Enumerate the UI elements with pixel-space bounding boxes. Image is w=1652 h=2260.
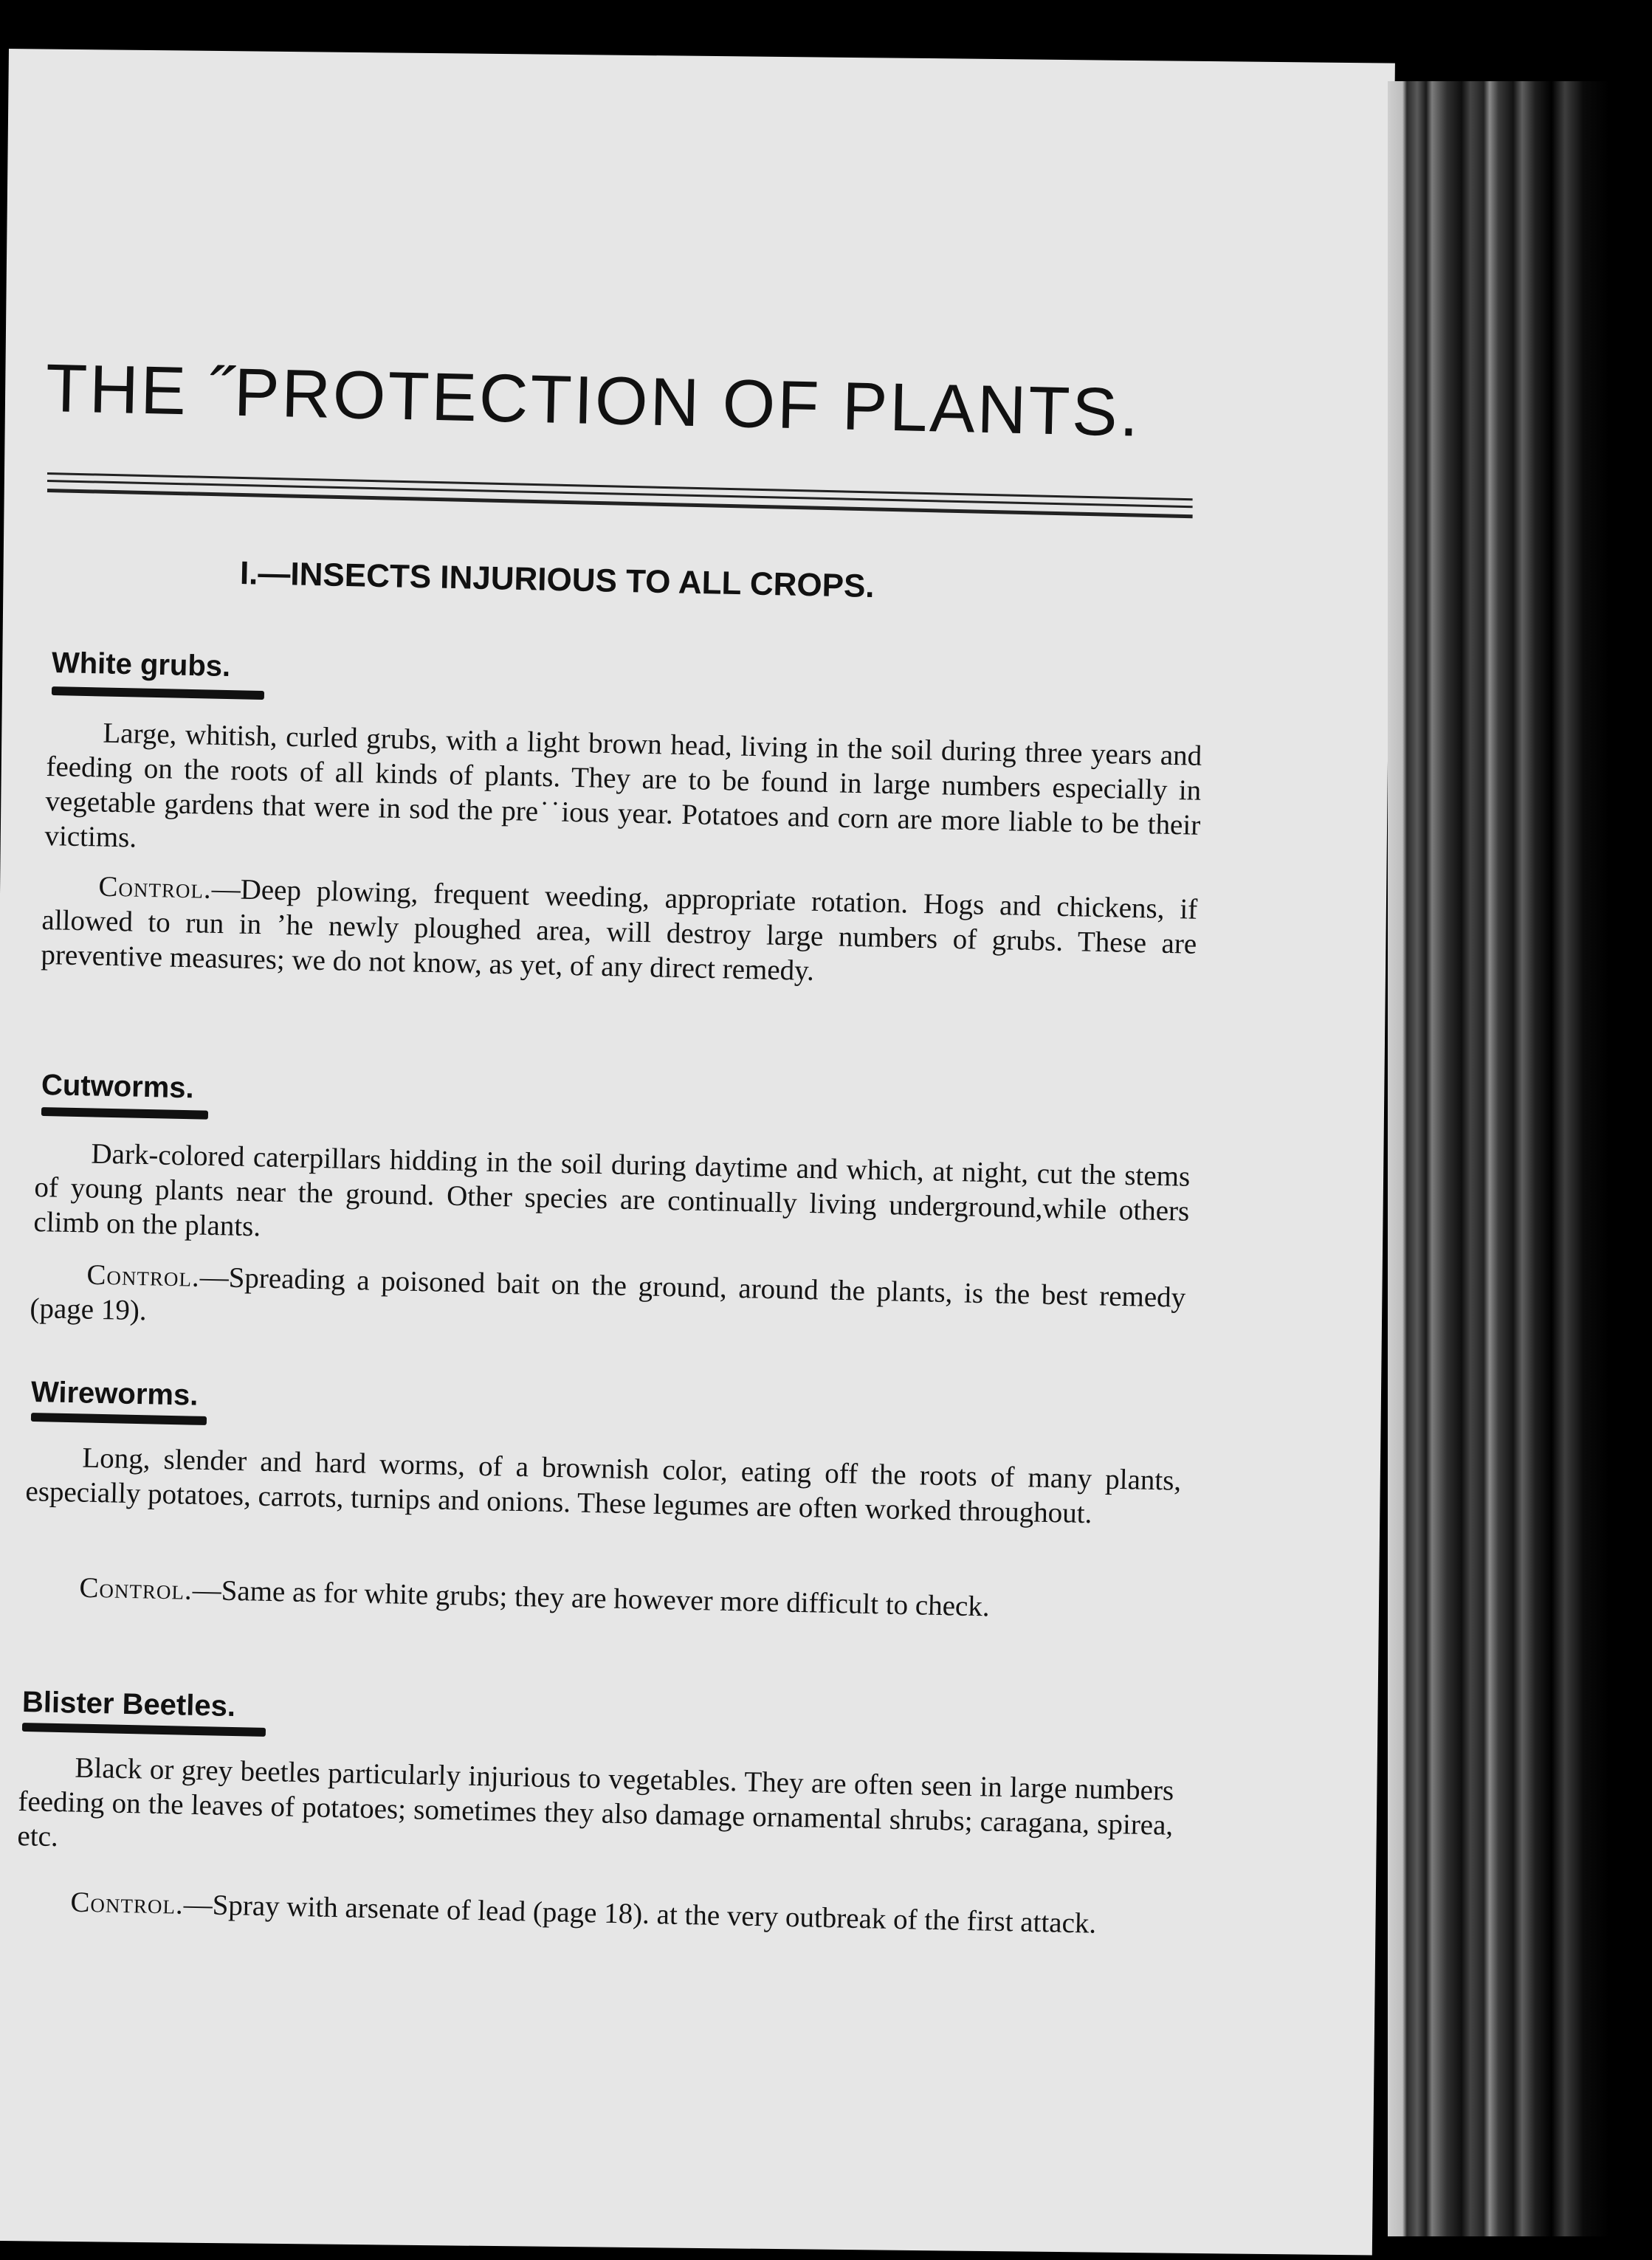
control-label: Control.: [70, 1886, 185, 1920]
control-text: —Spreading a poisoned bait on the ground, around the plants, is the best remedy (page 19).: [30, 1261, 1186, 1327]
control-label: Control.: [98, 870, 213, 905]
topic-heading: White grubs.: [51, 647, 231, 683]
section-heading: I.—INSECTS INJURIOUS TO ALL CROPS.: [239, 555, 875, 604]
page-title: THE ˝PROTECTION OF PLANTS.: [44, 351, 1142, 451]
book-edge: [1388, 81, 1609, 2236]
topic-description: Large, whitish, curled grubs, with a light brown head, living in the soil during three years and feeding on the roots of all kinds of plants. They are to be found in large numbers especially in vegetable gardens that were in sod the pre˙˙ious year. Potatoes and corn are more liable to be their victims.: [44, 717, 1202, 854]
control-label: Control.: [79, 1571, 193, 1606]
topic-heading: Blister Beetles.: [21, 1686, 236, 1723]
topic-heading: Cutworms.: [41, 1069, 195, 1105]
control-text: —Spray with arsenate of lead (page 18). at the very outbreak of the first attack.: [183, 1888, 1097, 1940]
control-text: —Deep plowing, frequent weeding, appropriate rotation. Hogs and chickens, if allowed to run in ’he newly ploughed area, will destroy large numbers of grubs. These are preventive measures; we do not know, as yet, of any direct remedy.: [41, 872, 1198, 987]
topic-description: Black or grey beetles particularly injurious to vegetables. They are often seen in large numbers feeding on the leaves of potatoes; sometimes they also damage ornamental shrubs; caragana, spirea, etc.: [17, 1751, 1174, 1853]
topic-description: Long, slender and hard worms, of a brownish color, eating off the roots of many plants, especially potatoes, carrots, turnips and onions. These legumes are often worked throughout.: [25, 1441, 1182, 1530]
topic-heading: Wireworms.: [30, 1376, 199, 1412]
control-text: —Same as for white grubs; they are however more difficult to check.: [192, 1574, 991, 1623]
control-label: Control.: [86, 1258, 201, 1293]
topic-description: Dark-colored caterpillars hidding in the soil during daytime and which, at night, cut the stems of young plants near the ground. Other species are continually living underground,while others climb on the plants.: [33, 1137, 1191, 1243]
